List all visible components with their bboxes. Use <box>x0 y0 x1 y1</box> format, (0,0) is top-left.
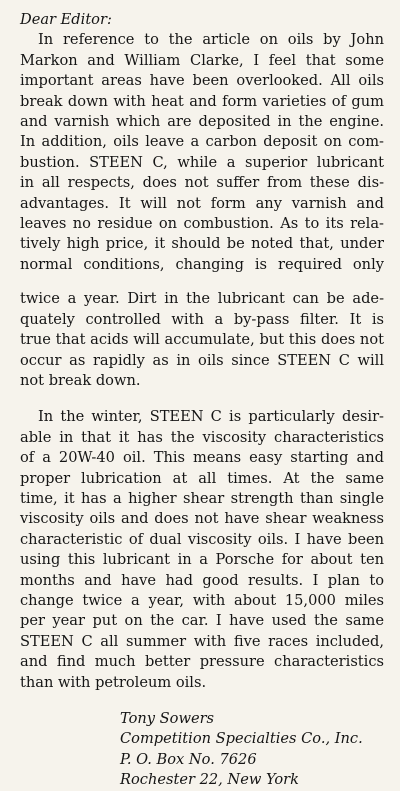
text-line: leaves no residue on combustion. As to its rela- <box>20 215 384 233</box>
signer-city: Rochester 22, New York <box>120 771 299 789</box>
signer-name: Tony Sowers <box>120 710 215 727</box>
text-line: of a 20W-40 oil. This means easy starting and <box>20 449 384 467</box>
paragraph-1-part-2 <box>20 289 384 391</box>
text-line: STEEN C all summer with five races included, <box>20 632 384 650</box>
text-line: important areas have been overlooked. All oils <box>20 72 384 90</box>
text-line: In reference to the article on oils by John <box>38 31 384 49</box>
text-line: viscosity oils and does not have shear weakness <box>20 510 384 528</box>
text-line: change twice a year, with about 15,000 miles <box>20 591 384 609</box>
text-line: occur as rapidly as in oils since STEEN C will <box>20 351 384 369</box>
text-line: per year put on the car. I have used the same <box>20 612 384 630</box>
signer-company: Competition Specialties Co., Inc. <box>120 730 363 748</box>
paragraph-gap <box>20 391 384 407</box>
text-line: bustion. STEEN C, while a superior lubricant <box>20 153 384 171</box>
text-line: proper lubrication at all times. At the same <box>20 469 384 487</box>
text-line: able in that it has the viscosity characteristics <box>20 428 384 446</box>
text-line: and varnish which are deposited in the engine. <box>20 113 384 131</box>
text-line: months and have had good results. I plan to <box>20 571 384 589</box>
text-line: in all respects, does not suffer from these dis- <box>20 174 384 192</box>
text-line: break down with heat and form varieties of gum <box>20 92 384 110</box>
text-line: time, it has a higher shear strength than single <box>20 489 384 507</box>
salutation: Dear Editor: <box>20 11 112 28</box>
text-line: In the winter, STEEN C is particularly desir- <box>38 408 384 426</box>
signer-po-box: P. O. Box No. 7626 <box>120 750 257 768</box>
text-line: advantages. It will not form any varnish and <box>20 194 384 212</box>
text-line: not break down. <box>20 371 141 389</box>
paragraph-1-part-1 <box>20 30 384 275</box>
column-break <box>20 275 384 289</box>
text-line: true that acids will accumulate, but this does not <box>20 331 384 349</box>
paragraph-2 <box>20 407 384 693</box>
signature-block <box>20 709 384 791</box>
text-line: characteristic of dual viscosity oils. I have been <box>20 530 384 548</box>
text-line: using this lubricant in a Porsche for about ten <box>20 551 384 569</box>
text-line: In addition, oils leave a carbon deposit on com- <box>20 133 384 151</box>
text-line: normal conditions, changing is required only <box>20 255 384 273</box>
text-line: and find much better pressure characteristics <box>20 653 384 671</box>
text-line: quately controlled with a by-pass filter. It is <box>20 310 384 328</box>
text-line: twice a year. Dirt in the lubricant can be ade- <box>20 290 384 308</box>
text-line: than with petroleum oils. <box>20 673 207 691</box>
text-line: Markon and William Clarke, I feel that some <box>20 51 384 69</box>
text-line: tively high price, it should be noted that, under <box>20 235 384 253</box>
